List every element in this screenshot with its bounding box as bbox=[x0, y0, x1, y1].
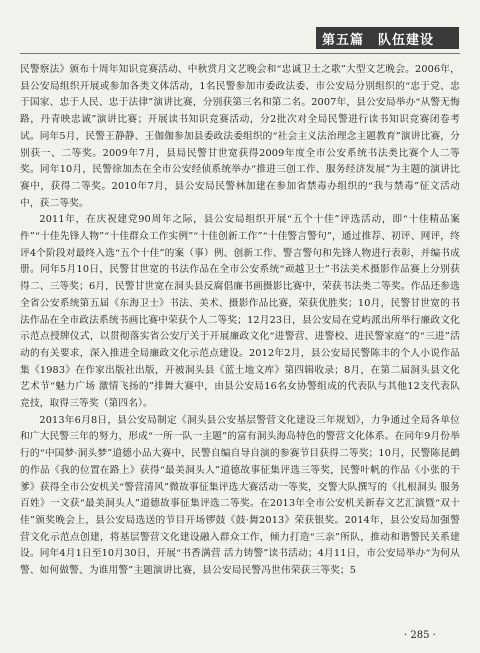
chapter-title: 第五篇 队伍建设 bbox=[322, 33, 435, 48]
body-text bbox=[20, 62, 460, 580]
page-number: · 285 · bbox=[404, 630, 436, 641]
paragraph-2: 2011年，在庆祝建党90周年之际，县公安局组织开展“五个十佳”评选活动，即“十佳精品案件”“十佳先锋人物”“十佳群众工作实例”“十佳创新工作”“十佳警言警句”，通过推荐、初评、网评，终评4个阶段对最终入选“五个十佳”的案（事）例、创新工作、警言警句和先锋人物进行表彰，并编书成册。同年5月10日，民警甘世宽的书法作品在全市公安系统“顽越卫士”书法美术摄影作品赛上分别获得二、三等奖；6月，民警甘世宽在洞头县反腐倡廉书画摄影比赛中，荣获书法类二等奖。作品还参选全省公安系统第五届《东海卫士》书法、美术、摄影作品比赛，荣获优胜奖；10月，民警甘世宽的书法作品在全市政法系统书画比赛中荣获个人二等奖；12月23日，县公安局在党屿派出所举行廉政文化示范点授牌仪式，以贯彻落实省公安厅关于开展廉政文化“进警营、进警校、进民警家庭”的“三进”活动的有关要求，深入推进全局廉政文化示范点建设。2012年2月，县公安局民警陈丰的个人小说作品集《1983》在作家出版社出版，开被洞头县《蓝土地文库》第四辑收录；8月，在第二届洞头县文化艺术节“魅力广场 激情飞扬的”排舞大赛中，由县公安局16名女协警组成的代表队与其他12支代表队竞技，取得三等奖（第四名）。 bbox=[20, 214, 460, 410]
paragraph-3: 2013年6月8日，县公安局制定《洞头县公安基层警营文化建设三年规划》，力争通过全局各单位和广大民警三年的努力，形成“一所一队一主题”的富有洞头海岛特色的警营文化体系。在同年9月份举行的“中国梦·洞头梦”道德小品大赛中，民警自编自导自演的参赛节目获得二等奖；10月，民警陈昆鹤的作品《我的位置在路上》获得“最美洞头人”道德故事征集评选三等奖，民警叶帆的作品《小张的干爹》获得全市公安机关“警营清风”微故事征集评选大赛活动一等奖，交警大队撰写的《扎根洞头 服务百姓》一文获“最美洞头人”道德故事征集评选二等奖。在2013年全市公安机关新春文艺汇演暨“双十佳”颁奖晚会上，县公安局选送的节目开场锣鼓《鼓·舞2013》荣获银奖。2014年，县公安局加强警营文化示范点创建，将基层警营文化建设融入群众工作，倾力打造“三亲”所队，推动和谐警民关系建设。同年4月1日至10月30日，开展“书香满营 活力铸警”读书活动；4月11日，市公安局举办“为何从警、如何做警、为谁用警”主题演讲比赛，县公安局民警冯世伟荣获三等奖；5 bbox=[20, 414, 460, 577]
paragraph-1: 民警察法》颁布十周年知识竞赛活动、中秋赏月文艺晚会和“忠诚卫士之歌”大型文艺晚会。2006年，县公安局组织开展或参加各类文体活动，1名民警参加市委政法委、市公安局分别组织的“忠于党、忠于国家、忠于人民、忠于法律”演讲比赛，分别获第三名和第二名。2007年，县公安局举办“从警无悔路，丹青映忠诚”演讲比赛；开展读书知识竞赛活动，分2批次对全局民警进行读书知识竞赛闭卷考试。同年5月，民警王静静、王伽伽参加县委政法委组织的“社会主义法治理念主题教育”演讲比赛，分别获一、二等奖。2009年7月，县局民警甘世宽获得2009年度全市公安系统书法类比赛个人二等奖。同年10月，民警徐加杰在全市公安经侦系统举办“推进三创工作、服务经济发展”为主题的演讲比赛中，获得二等奖。2010年7月，县公安局民警林加建在参加省禁毒办组织的“我与禁毒”征文活动中，获二等奖。 bbox=[20, 64, 460, 209]
header-divider bbox=[20, 53, 460, 54]
